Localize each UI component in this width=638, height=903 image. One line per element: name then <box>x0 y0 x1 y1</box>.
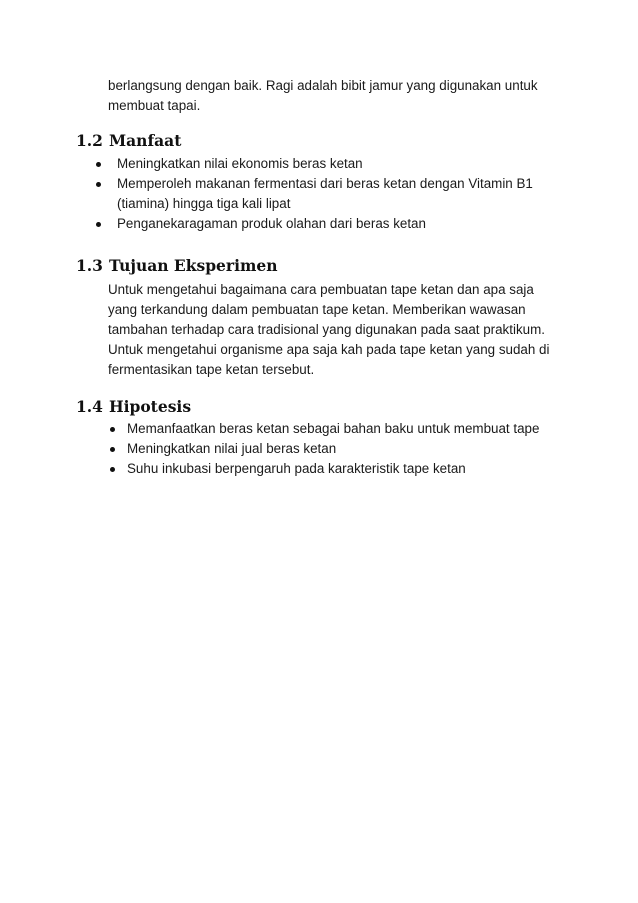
section-title: Tujuan Eksperimen <box>108 256 278 275</box>
list-item-text: Memanfaatkan beras ketan sebagai bahan baku untuk membuat tape <box>127 421 540 436</box>
section-heading-hipotesis <box>76 397 191 417</box>
section-heading-tujuan <box>76 256 278 276</box>
bullet-icon <box>110 467 115 472</box>
bullet-icon <box>110 447 115 452</box>
list-item <box>96 214 533 234</box>
section-number: 1.4 <box>76 397 103 416</box>
list-item-text: Penganekaragaman produk olahan dari beras ketan <box>117 216 426 231</box>
paragraph-line: Untuk mengetahui bagaimana cara pembuatan tape ketan dan apa saja <box>108 282 534 297</box>
section-title: Hipotesis <box>108 397 192 416</box>
manfaat-list <box>96 154 533 234</box>
intro-paragraph <box>108 76 578 116</box>
intro-line: membuat tapai. <box>108 98 201 113</box>
intro-line: berlangsung dengan baik. Ragi adalah bibit jamur yang digunakan untuk <box>108 78 538 93</box>
bullet-icon <box>96 162 101 167</box>
section-number: 1.2 <box>76 131 103 150</box>
list-item-text: Memperoleh makanan fermentasi dari beras ketan dengan Vitamin B1 <box>117 176 533 191</box>
paragraph-line: Untuk mengetahui organisme apa saja kah pada tape ketan yang sudah di <box>108 342 550 357</box>
section-title: Manfaat <box>108 131 182 150</box>
paragraph-line: yang terkandung dalam pembuatan tape ketan. Memberikan wawasan <box>108 302 526 317</box>
list-item <box>110 419 539 439</box>
list-item-text: Meningkatkan nilai ekonomis beras ketan <box>117 156 363 171</box>
list-item <box>110 439 539 459</box>
section-number: 1.3 <box>76 256 103 275</box>
section-heading-manfaat <box>76 131 181 151</box>
paragraph-line: fermentasikan tape ketan tersebut. <box>108 362 315 377</box>
list-item <box>96 154 533 174</box>
list-item-text: Suhu inkubasi berpengaruh pada karakteristik tape ketan <box>127 461 466 476</box>
tujuan-paragraph <box>108 280 578 380</box>
list-item <box>96 174 533 214</box>
bullet-icon <box>110 427 115 432</box>
list-item-text: (tiamina) hingga tiga kali lipat <box>117 196 291 211</box>
bullet-icon <box>96 222 101 227</box>
paragraph-line: tambahan terhadap cara tradisional yang digunakan pada saat praktikum. <box>108 322 545 337</box>
list-item-text: Meningkatkan nilai jual beras ketan <box>127 441 337 456</box>
hipotesis-list <box>110 419 539 479</box>
list-item <box>110 459 539 479</box>
bullet-icon <box>96 182 101 187</box>
